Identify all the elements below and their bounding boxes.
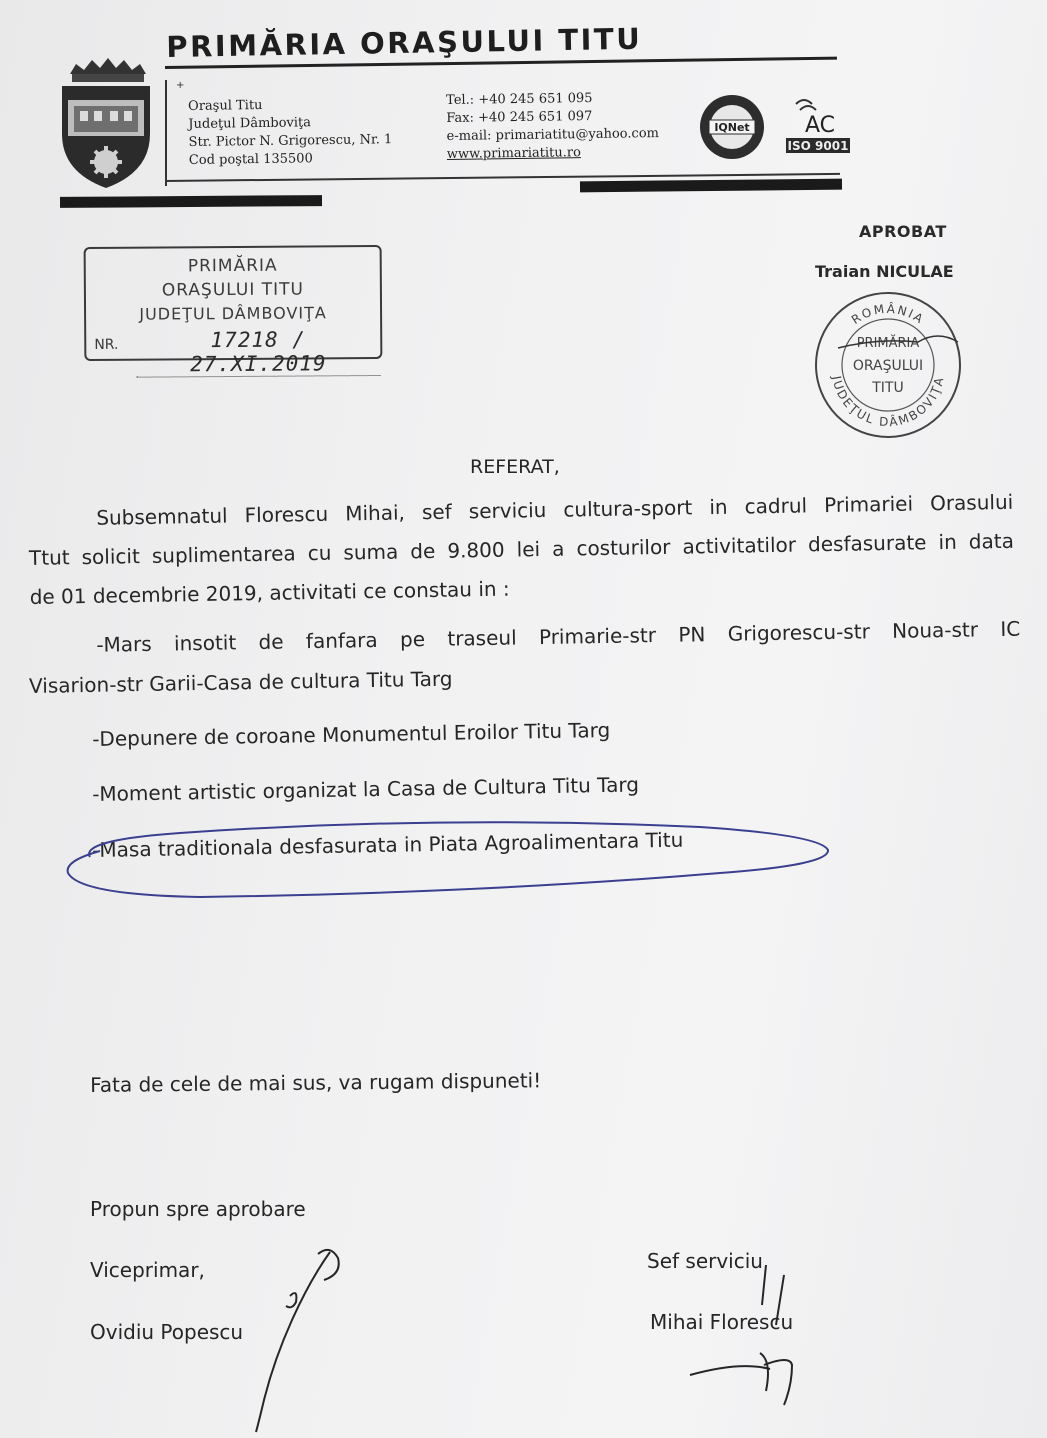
address-line: Str. Pictor N. Grigorescu, Nr. 1 (188, 132, 393, 150)
stamp-bottom-arc: JUDEŢUL DÂMBOVIŢA (829, 374, 947, 430)
registry-stamp-line: PRIMĂRIA (187, 255, 278, 277)
iqnet-certification-logo (697, 92, 767, 162)
iqnet-label: IQNet (714, 121, 750, 134)
registry-number-value: 17218 / 27.XI.2019 (136, 327, 380, 378)
iso-label: ISO 9001 (787, 139, 849, 153)
email-address: e-mail: primariatitu@yahoo.com (446, 126, 660, 144)
approver-name: Traian NICULAE (815, 262, 954, 281)
svg-text:ROMÂNIA (849, 301, 927, 327)
activity-item: -Depunere de coroane Monumentul Eroilor Titu Targ (92, 717, 611, 751)
stamp-line: PRIMĂRIA (856, 336, 920, 351)
round-official-stamp (808, 290, 968, 440)
vice-mayor-title: Viceprimar, (90, 1258, 205, 1282)
fax-number: Fax: +40 245 651 097 (446, 108, 593, 126)
header-bar-left (60, 195, 322, 208)
address-block (188, 95, 393, 170)
svg-text:+: + (176, 80, 185, 91)
closing-line: Fata de cele de mai sus, va rugam dispuneti! (90, 1068, 542, 1097)
header-bar-right (580, 179, 842, 193)
city-crest-logo (58, 56, 185, 190)
activity-item: -Moment artistic organizat la Casa de Cultura Titu Targ (92, 772, 640, 806)
paragraph-line: Subsemnatul Florescu Mihai, sef serviciu cultura-sport in cadrul Primariei Orasului (96, 489, 1014, 530)
header-title: PRIMĂRIA ORAŞULUI TITU (166, 21, 643, 64)
handwritten-ink-circle (60, 815, 835, 905)
iso-certification-logo (782, 94, 852, 156)
registry-stamp-line: ORAŞULUI TITU (161, 279, 305, 301)
proposal-line: Propun spre aprobare (90, 1197, 306, 1221)
document-title: REFERAT, (470, 456, 560, 478)
activity-item-line: -Mars insotit de fanfara pe traseul Primarie-str PN Grigorescu-str Noua-str IC (96, 616, 1021, 657)
activity-item (28, 609, 1021, 706)
service-chief-title: Sef serviciu (647, 1249, 763, 1273)
contact-block (446, 89, 659, 164)
paragraph-line: Ttut solicit suplimentarea cu suma de 9.800 lei a costurilor activitatilor desfasurate in data (28, 528, 1015, 570)
phone-number: Tel.: +40 245 651 095 (446, 90, 593, 108)
address-line: Judeţul Dâmboviţa (188, 115, 312, 132)
paragraph-line: de 01 decembrie 2019, activitati ce constau in : (29, 576, 510, 609)
ac-label: AC (804, 113, 836, 138)
approved-label: APROBAT (859, 222, 947, 241)
vice-mayor-name: Ovidiu Popescu (90, 1320, 244, 1344)
activity-item-circled: -Masa traditionala desfasurata in Piata Agroalimentara Titu (92, 827, 684, 862)
address-line: Oraşul Titu (188, 97, 263, 114)
vice-mayor-signature (230, 1240, 360, 1435)
stamp-line: ORAŞULUI (852, 358, 924, 374)
stamp-top-arc: ROMÂNIA (848, 301, 928, 328)
activity-item-line: Visarion-str Garii-Casa de cultura Titu Targ (28, 666, 453, 698)
registry-stamp-line: JUDEŢUL DÂMBOVIŢA (139, 303, 327, 324)
registry-stamp (84, 245, 383, 377)
service-chief-signature (680, 1265, 820, 1415)
registry-number-label: NR. (94, 336, 119, 353)
stamp-line: TITU (872, 380, 904, 396)
service-chief-name: Mihai Florescu (650, 1310, 794, 1334)
request-paragraph (28, 483, 1015, 617)
website-link: www.primariatitu.ro (446, 145, 581, 162)
header-vertical-rule (165, 80, 167, 186)
address-line: Cod poştal 135500 (188, 151, 313, 168)
